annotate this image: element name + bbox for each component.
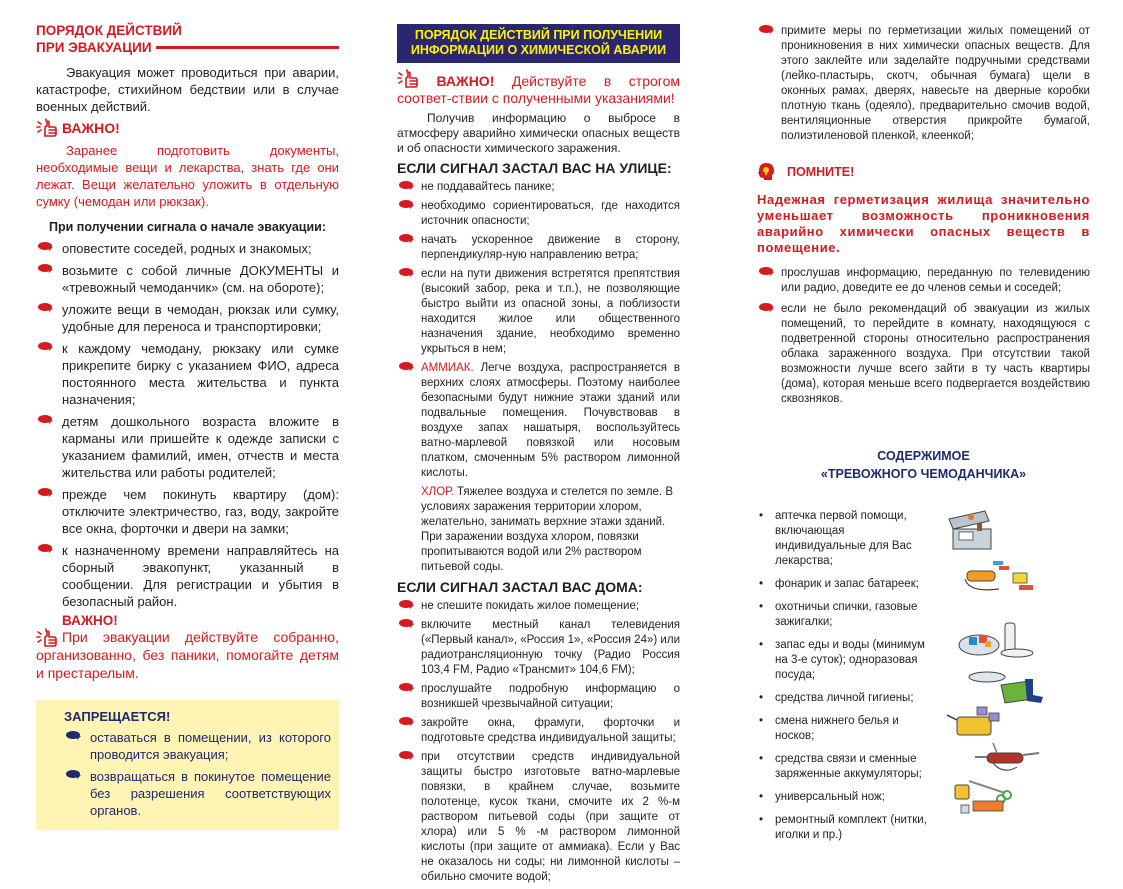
speech-bubble-icon	[759, 267, 774, 276]
important-heading	[36, 118, 339, 138]
kit-title-line1: СОДЕРЖИМОЕ	[877, 449, 970, 463]
list-item-text: прослушайте подробную информацию о возникшей чрезвычайной ситуации;	[421, 683, 680, 710]
speech-bubble-icon	[399, 268, 414, 277]
list-item-text: возьмите с собой личные ДОКУМЕНТЫ и «тревожный чемоданчик» (см. на обороте);	[62, 263, 339, 295]
list-item-text: к назначенному времени направляйтесь на сборный эвакопункт, указанный в сообщении. Для регистрации и убытия в безопасный район.	[62, 543, 339, 609]
list-item	[397, 267, 680, 357]
list-item-text: закройте окна, фрамуги, форточки и подготовьте средства индивидуальной защиты;	[421, 717, 680, 744]
list-item-text: возвращаться в покинутое помещение без разрешения соответствующих органов.	[90, 769, 331, 818]
list-item	[397, 599, 680, 614]
speech-bubble-icon	[66, 770, 81, 779]
list-item	[36, 262, 339, 296]
speech-bubble-icon	[399, 234, 414, 243]
speech-bubble-icon	[399, 362, 414, 371]
list-item	[36, 301, 339, 335]
list-item	[397, 180, 680, 195]
list-item-text: не спешите покидать жилое помещение;	[421, 600, 640, 612]
first-aid-kit-icon	[945, 509, 1009, 553]
kit-title	[757, 447, 1090, 483]
list-item	[397, 233, 680, 263]
remember-label: ПОМНИТЕ!	[787, 165, 855, 179]
kit-item: • ремонтный комплект (нитки, иголки и пр.)	[757, 813, 937, 843]
speech-bubble-icon	[399, 683, 414, 692]
chemical-important	[397, 69, 680, 107]
speech-bubble-icon	[399, 717, 414, 726]
list-item-text: оповестите соседей, родных и знакомых;	[62, 241, 312, 256]
speech-bubble-icon	[759, 25, 774, 34]
important2-block	[36, 628, 339, 682]
speech-bubble-icon	[399, 600, 414, 609]
evacuation-title-line1: ПОРЯДОК ДЕЙСТВИЙ	[36, 23, 182, 38]
list-item	[397, 618, 680, 678]
kit-item: • смена нижнего белья и носков;	[757, 714, 937, 744]
chemical-intro: Получив информацию о выбросе в атмосферу аварийно химически опасных веществ и об опасности химического заражения.	[397, 111, 680, 155]
speech-bubble-icon	[38, 342, 53, 351]
speech-bubble-icon	[38, 242, 53, 251]
speech-bubble-icon	[399, 181, 414, 190]
chlorine-label: ХЛОР.	[421, 486, 454, 498]
list-item-text: если на пути движения встретятся препятствия (высокий забор, река и т.п.), не позволяющие быстро выйти из опасной зоны, а поблизости находится жилое или общественного назначения здание, необходимо временно укрыться в нем;	[421, 268, 680, 355]
ammonia-text: Легче воздуха, распространяется в верхних слоях атмосферы. Поэтому наиболее безопасными будут нижние этажи зданий или подвальные помещения. Почувствовав в воздухе запах нашатыря, воспользуйтесь ватно-марлевой повязкой или носовым платком, смоченным 5% раствором лимонной кислоты.	[421, 362, 680, 479]
ammonia-label: АММИАК.	[421, 362, 474, 374]
important2-label: ВАЖНО!	[62, 613, 118, 628]
important-text: Заранее подготовить документы, необходимые вещи и лекарства, знать где они лежат. Вещи желательно уложить в отдельную сумку (чемодан или рюкзак).	[36, 143, 339, 209]
evacuation-column	[36, 0, 339, 830]
forbidden-title: ЗАПРЕЩАЕТСЯ!	[64, 709, 171, 724]
kit-item: • средства связи и сменные заряженные аккумуляторы;	[757, 752, 937, 782]
hygiene-clothes-icon	[967, 667, 1047, 707]
column3-list	[757, 266, 1090, 407]
kit-item: • охотничьи спички, газовые зажигалки;	[757, 600, 937, 630]
signal-heading: При получении сигнала о начале эвакуации:	[49, 220, 326, 234]
list-item-text: начать ускоренное движение в сторону, перпендикуляр-ную направлению ветра;	[421, 234, 680, 261]
important-label: ВАЖНО!	[62, 120, 120, 136]
list-item	[36, 340, 339, 408]
title-rule	[156, 46, 339, 49]
street-heading: ЕСЛИ СИГНАЛ ЗАСТАЛ ВАС НА УЛИЦЕ:	[397, 160, 672, 176]
kit-item: • средства личной гигиены;	[757, 691, 937, 706]
evacuation-list	[36, 240, 339, 610]
speech-bubble-icon	[399, 751, 414, 760]
chemical-column	[397, 0, 680, 889]
speech-bubble-icon	[38, 303, 53, 312]
list-item	[397, 199, 680, 229]
list-item-text: оставаться в помещении, из которого проводится эвакуация;	[90, 730, 331, 762]
evacuation-intro: Эвакуация может проводиться при аварии, катастрофе, стихийном бедствии или в случае военных действий.	[36, 65, 339, 114]
remember-heading	[757, 162, 1090, 182]
food-water-icon	[957, 619, 1037, 663]
list-item	[36, 486, 339, 537]
raised-hand-icon	[397, 69, 419, 89]
list-item	[64, 729, 331, 763]
list-item	[397, 750, 680, 885]
speech-bubble-icon	[759, 303, 774, 312]
important-text: Действуйте в строгом соответ-ствии с полученными указаниями!	[397, 73, 681, 106]
list-item-text: если не было рекомендаций об эвакуации из жилых помещений, то перейдите в комнату, находящуюся с подветренной стороны относительно распространения облака зараженного воздуха. При отсутствии такой возможности лучше всего зайти в ту часть квартиры (дома), которая меньше всего подвергается воздействию сквозняков.	[781, 303, 1090, 405]
flashlight-batteries-icon	[959, 557, 1039, 597]
list-item-text: включите местный канал телевидения («Первый канал», «Россия 1», «Россия 24») или радиотрансляционную точку (Радио Россия 103,4 FM, Радио «Трансмит» 104,6 FM);	[421, 619, 680, 676]
list-item-text: при отсутствии средств индивидуальной защиты быстро изготовьте ватно-марлевые повязки, в крайнем случае, возьмите полотенце, кусок ткани, смочите их 2 %-м раствором питьевой соды (при защите от хлора) или 5 % -м раствором лимонной кислоты (при защите от аммиака). Если у Вас не оказалось ни соды; ни лимонной кислоты – обильно смочите водой;	[421, 751, 680, 883]
pocket-knife-icon	[973, 741, 1043, 775]
list-item	[36, 542, 339, 610]
list-item	[757, 302, 1090, 407]
list-item	[36, 240, 339, 257]
radio-batteries-icon	[945, 705, 1025, 739]
seal-list	[757, 24, 1090, 144]
evacuation-title-line2: ПРИ ЭВАКУАЦИИ	[36, 40, 152, 55]
kit-illustrations	[937, 509, 1090, 851]
speech-bubble-icon	[399, 619, 414, 628]
kit-item: • универсальный нож;	[757, 790, 937, 805]
chlorine-text: Тяжелее воздуха и стелется по земле. В условиях заражения территории хлором, желательно, занимать верхние этажи зданий. При заражении воздуха хлором, повязки пропитываются водой или 2% раствором питьевой соды.	[421, 486, 673, 573]
kit-item: • запас еды и воды (минимум на 3-е суток); одноразовая посуда;	[757, 638, 937, 683]
important2-text: При эвакуации действуйте собранно, организованно, без паники, помогайте детям и престарелым.	[36, 629, 339, 681]
kit-title-line2: «ТРЕВОЖНОГО ЧЕМОДАНЧИКА»	[820, 467, 1027, 481]
forbidden-list	[64, 729, 331, 819]
list-item-text: уложите вещи в чемодан, рюкзак или сумку, удобные для переноса и транспортировки;	[62, 302, 339, 334]
kit-section	[757, 509, 1090, 851]
list-item-text: примите меры по герметизации жилых помещений от проникновения в них химически опасных веществ. Для этого заклейте или заделайте подручными средствами (лейко-пластырь, скотч, обычная бумага) щели в оконных рамах, дверях, навесьте на дверные коробки плотную ткань (одеяло), предварительно смочив водой, вентиляционные отверстия прикройте бумагой, полиэтиленовой пленкой, клеенкой;	[781, 25, 1090, 142]
remember-text: Надежная герметизация жилища значительно уменьшает возможность проникновения аварийно химически опасных веществ в помещение.	[757, 192, 1090, 255]
speech-bubble-icon	[38, 544, 53, 553]
home-list	[397, 599, 680, 885]
list-item	[757, 24, 1090, 144]
kit-item: • фонарик и запас батареек;	[757, 577, 937, 592]
home-heading: ЕСЛИ СИГНАЛ ЗАСТАЛ ВАС ДОМА:	[397, 579, 643, 595]
list-item	[397, 682, 680, 712]
raised-hand-icon	[36, 628, 58, 648]
kit-list	[757, 509, 937, 851]
speech-bubble-icon	[66, 731, 81, 740]
speech-bubble-icon	[399, 200, 414, 209]
list-item-text: прежде чем покинуть квартиру (дом): отключите электричество, газ, воду, закройте все окна, форточки и двери на замки;	[62, 487, 339, 536]
banner-line2: ИНФОРМАЦИИ О ХИМИЧЕСКОЙ АВАРИИ	[410, 43, 667, 57]
list-item	[397, 361, 680, 481]
list-item	[757, 266, 1090, 296]
column-three	[757, 0, 1090, 851]
speech-bubble-icon	[38, 264, 53, 273]
list-item-text: к каждому чемодану, рюкзаку или сумке прикрепите бирку с указанием ФИО, адреса постоянного места жительства и пункта назначения;	[62, 341, 339, 407]
list-item	[397, 716, 680, 746]
kit-item: • аптечка первой помощи, включающая индивидуальные для Вас лекарства;	[757, 509, 937, 569]
speech-bubble-icon	[38, 415, 53, 424]
list-item-text: детям дошкольного возраста вложите в карманы или пришейте к одежде записки с указанием фамилий, имен, отчеств и места жительства или работы родителей;	[62, 414, 339, 480]
banner-line1: ПОРЯДОК ДЕЙСТВИЙ ПРИ ПОЛУЧЕНИИ	[414, 28, 663, 42]
chlorine-paragraph	[397, 485, 680, 575]
list-item-text: необходимо сориентироваться, где находится источник опасности;	[421, 200, 680, 227]
list-item	[36, 413, 339, 481]
street-list	[397, 180, 680, 481]
chemical-banner	[397, 24, 680, 63]
forbidden-box	[36, 700, 339, 830]
evacuation-title	[36, 22, 339, 56]
sewing-kit-icon	[951, 777, 1021, 817]
important-label: ВАЖНО!	[436, 73, 495, 89]
speech-bubble-icon	[38, 488, 53, 497]
raised-hand-icon	[36, 118, 58, 138]
list-item-text: не поддавайтесь панике;	[421, 181, 555, 193]
list-item-text: прослушав информацию, переданную по телевидению или радио, доведите ее до членов семьи и соседей;	[781, 267, 1090, 294]
head-lightbulb-icon	[757, 162, 775, 182]
